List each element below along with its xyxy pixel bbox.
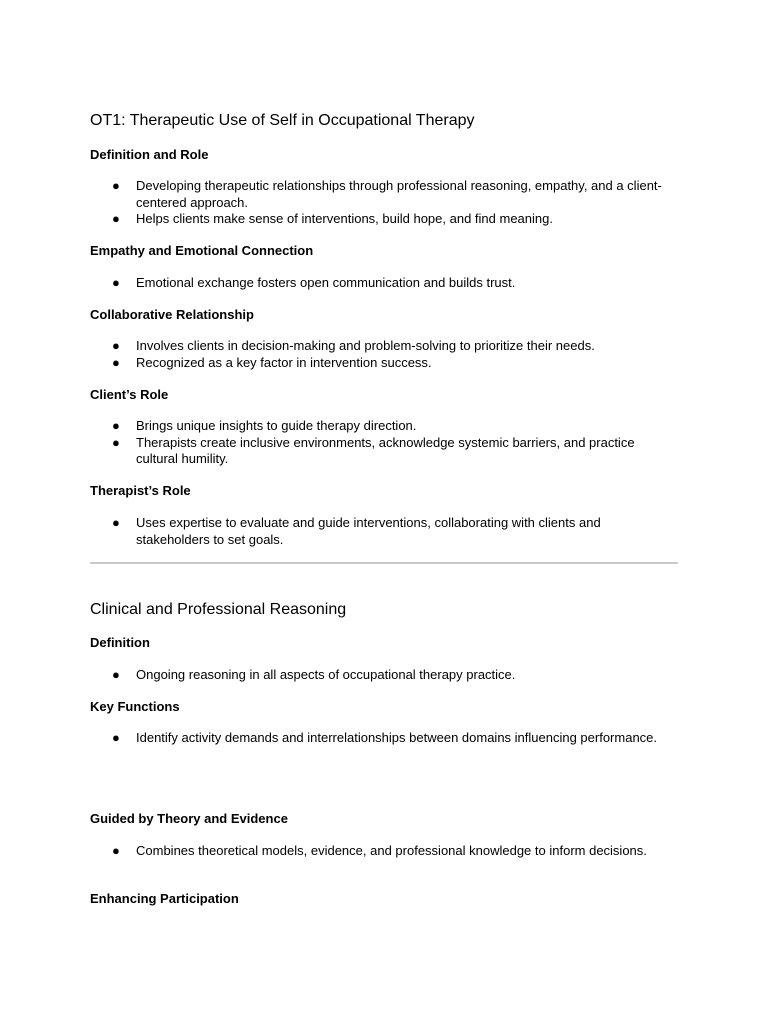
subheading-definition: Definition	[90, 635, 150, 650]
bullet-icon: ●	[112, 178, 120, 193]
list-item-text: Recognized as a key factor in intervention success.	[136, 354, 432, 370]
list-item	[0, 730, 676, 747]
list-item	[0, 843, 676, 860]
bullet-icon: ●	[112, 515, 120, 530]
list-item-text: Involves clients in decision-making and problem-solving to prioritize their needs.	[136, 338, 595, 353]
list-item	[0, 338, 676, 355]
list-item-text: Developing therapeutic relationships through professional reasoning, empathy, and a client-centered approach.	[136, 178, 662, 210]
bullet-list-empathy	[0, 275, 768, 292]
bullet-list-clients-role	[0, 418, 768, 468]
list-item	[0, 435, 676, 468]
list-item-text: Uses expertise to evaluate and guide interventions, collaborating with clients and stakeholders to set goals.	[136, 515, 601, 547]
list-item-text: Therapists create inclusive environments, acknowledge systemic barriers, and practice cultural humility.	[136, 434, 635, 466]
bullet-icon: ●	[112, 730, 120, 745]
bullet-icon: ●	[112, 275, 120, 290]
list-item	[0, 211, 676, 228]
bullet-list-definition-and-role	[0, 178, 768, 228]
bullet-list-therapists-role	[0, 515, 768, 548]
list-item	[0, 275, 676, 292]
subheading-guided-by-theory: Guided by Theory and Evidence	[90, 811, 288, 826]
section-title-clinical-reasoning: Clinical and Professional Reasoning	[90, 601, 347, 618]
list-item	[0, 355, 676, 372]
bullet-icon: ●	[112, 843, 120, 858]
list-item	[0, 178, 676, 211]
list-item-text: Combines theoretical models, evidence, and professional knowledge to inform decisions.	[136, 843, 647, 858]
list-item-text: Emotional exchange fosters open communication and builds trust.	[136, 275, 516, 290]
list-item	[0, 515, 676, 548]
bullet-list-guided-by-theory	[0, 843, 768, 860]
list-item-text: Brings unique insights to guide therapy direction.	[136, 418, 417, 433]
subheading-clients-role: Client’s Role	[90, 387, 169, 402]
subheading-collaborative-relationship: Collaborative Relationship	[90, 307, 254, 322]
bullet-icon: ●	[112, 667, 120, 682]
bullet-list-definition	[0, 667, 768, 684]
list-item-text: Helps clients make sense of interventions, build hope, and find meaning.	[136, 211, 553, 226]
list-item-text: Identify activity demands and interrelationships between domains influencing performance.	[136, 730, 658, 745]
bullet-icon: ●	[112, 418, 120, 433]
bullet-list-collaborative	[0, 338, 768, 371]
list-item-text: Ongoing reasoning in all aspects of occupational therapy practice.	[136, 667, 516, 682]
horizontal-divider	[90, 562, 678, 564]
list-item	[0, 667, 676, 684]
bullet-icon: ●	[112, 434, 120, 450]
bullet-icon: ●	[112, 354, 120, 370]
bullet-icon: ●	[112, 211, 120, 226]
bullet-icon: ●	[112, 338, 120, 353]
subheading-key-functions: Key Functions	[90, 699, 180, 714]
subheading-therapists-role: Therapist’s Role	[90, 483, 191, 498]
subheading-definition-and-role: Definition and Role	[90, 147, 209, 162]
subheading-enhancing-participation: Enhancing Participation	[90, 891, 239, 906]
bullet-list-key-functions	[0, 730, 768, 747]
subheading-empathy: Empathy and Emotional Connection	[90, 243, 314, 258]
section-title-therapeutic-use-of-self: OT1: Therapeutic Use of Self in Occupational Therapy	[90, 112, 475, 129]
list-item	[0, 418, 676, 435]
